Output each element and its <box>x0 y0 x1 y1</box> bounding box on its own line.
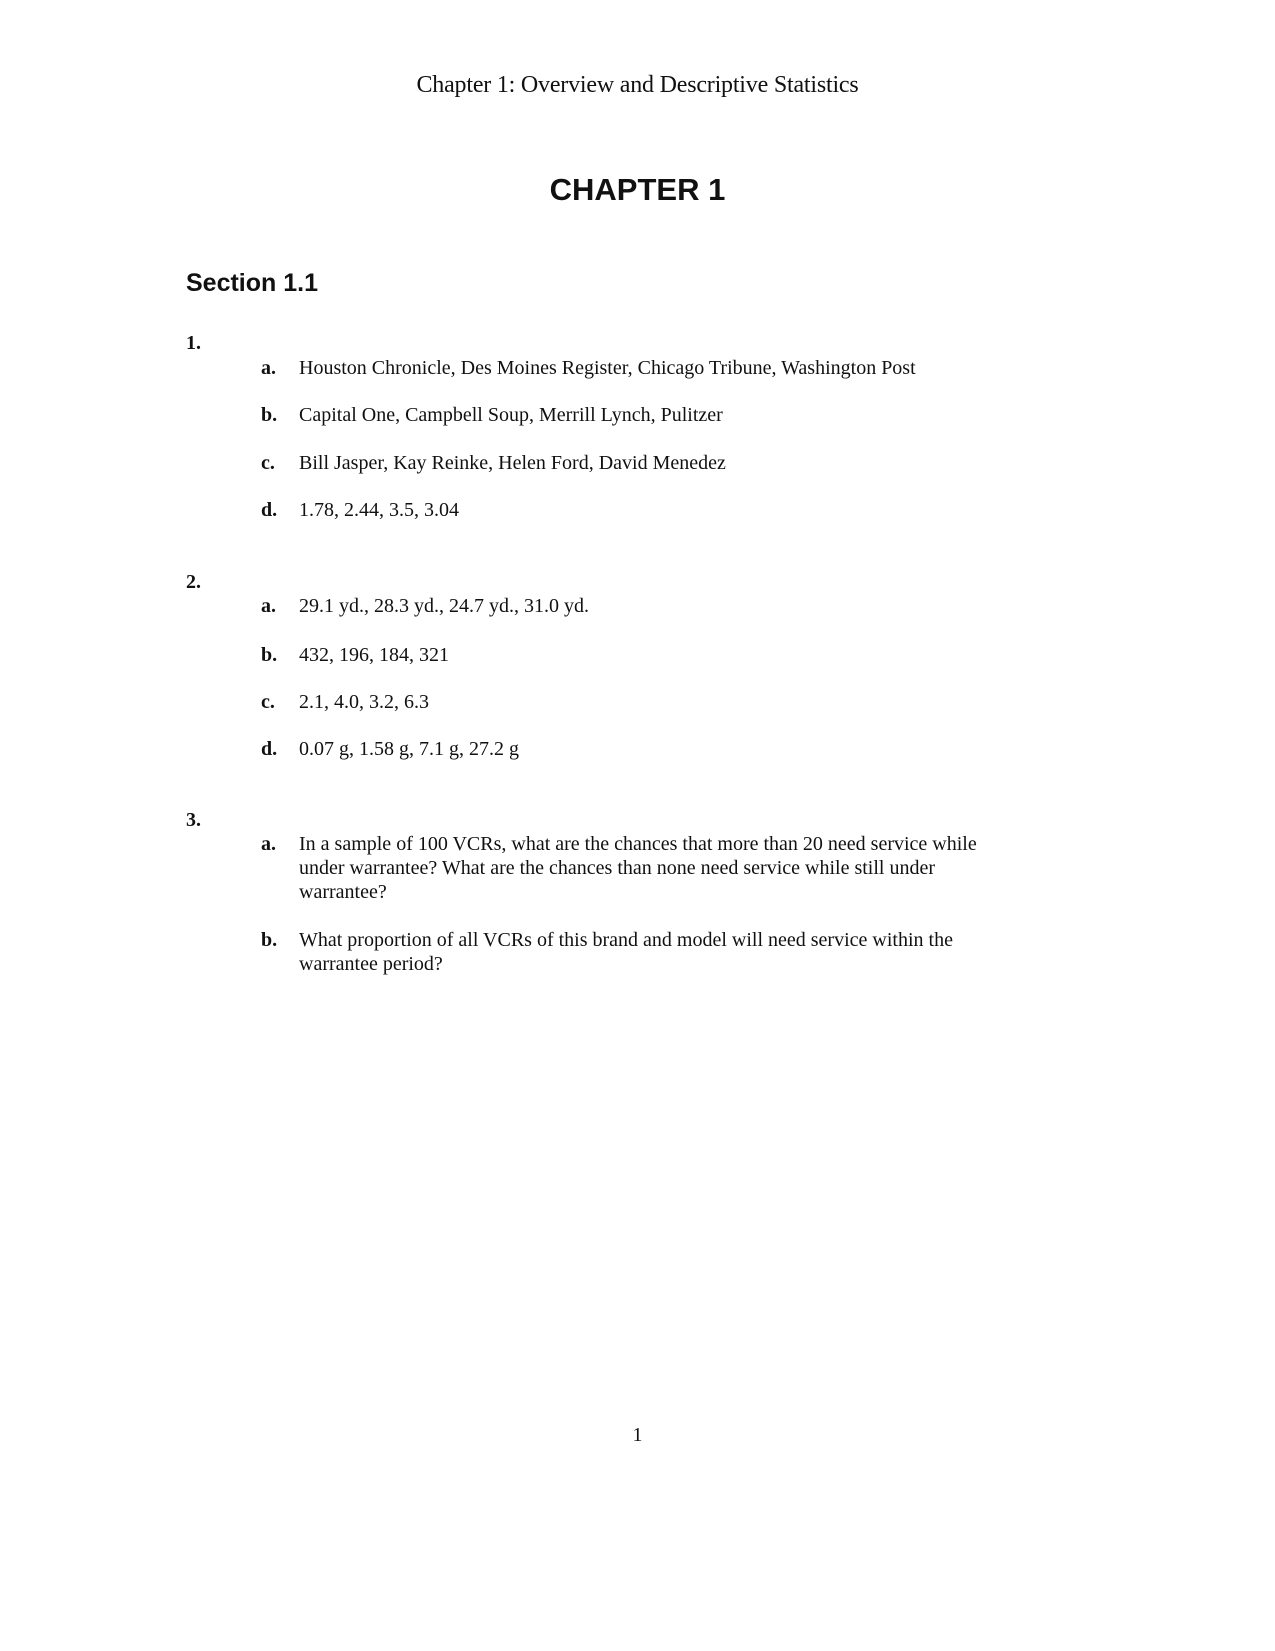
problem-part <box>261 498 1021 522</box>
part-letter: a. <box>261 595 276 617</box>
part-letter: d. <box>261 499 278 521</box>
problem-number: 1. <box>186 332 201 354</box>
problem-part <box>261 737 1021 761</box>
running-header: Chapter 1: Overview and Descriptive Statistics <box>416 72 859 98</box>
part-letter: b. <box>261 404 278 426</box>
problem-part <box>261 403 1021 427</box>
part-letter: a. <box>261 357 276 379</box>
problem-part <box>261 690 1021 714</box>
problem-number: 2. <box>186 571 201 593</box>
section-title: Section 1.1 <box>186 269 318 297</box>
part-letter: c. <box>261 691 275 713</box>
problem-part <box>261 451 1021 475</box>
part-text: Capital One, Campbell Soup, Merrill Lynch, Pulitzer <box>299 404 723 426</box>
part-text: Bill Jasper, Kay Reinke, Helen Ford, David Menedez <box>299 452 726 474</box>
problem-part <box>261 356 1021 380</box>
part-letter: b. <box>261 644 278 666</box>
problem-part <box>261 643 1021 667</box>
part-text: Houston Chronicle, Des Moines Register, Chicago Tribune, Washington Post <box>299 357 916 379</box>
problem-part <box>261 594 1021 618</box>
part-text: 1.78, 2.44, 3.5, 3.04 <box>299 499 459 521</box>
part-letter: c. <box>261 452 275 474</box>
problem-part <box>261 928 1021 976</box>
part-text: 2.1, 4.0, 3.2, 6.3 <box>299 691 429 713</box>
part-text: In a sample of 100 VCRs, what are the chances that more than 20 need service while under warrantee? What are the chances than none need service while still under warrantee? <box>299 833 977 903</box>
part-text: 0.07 g, 1.58 g, 7.1 g, 27.2 g <box>299 738 519 760</box>
page-number: 1 <box>632 1424 643 1446</box>
chapter-title: CHAPTER 1 <box>549 172 726 207</box>
problem-number: 3. <box>186 809 201 831</box>
part-letter: b. <box>261 929 278 951</box>
part-text: 432, 196, 184, 321 <box>299 644 449 666</box>
part-text: What proportion of all VCRs of this brand and model will need service within the warrantee period? <box>299 929 953 975</box>
part-letter: d. <box>261 738 278 760</box>
part-text: 29.1 yd., 28.3 yd., 24.7 yd., 31.0 yd. <box>299 595 589 617</box>
problem-part <box>261 832 1021 904</box>
part-letter: a. <box>261 833 276 855</box>
